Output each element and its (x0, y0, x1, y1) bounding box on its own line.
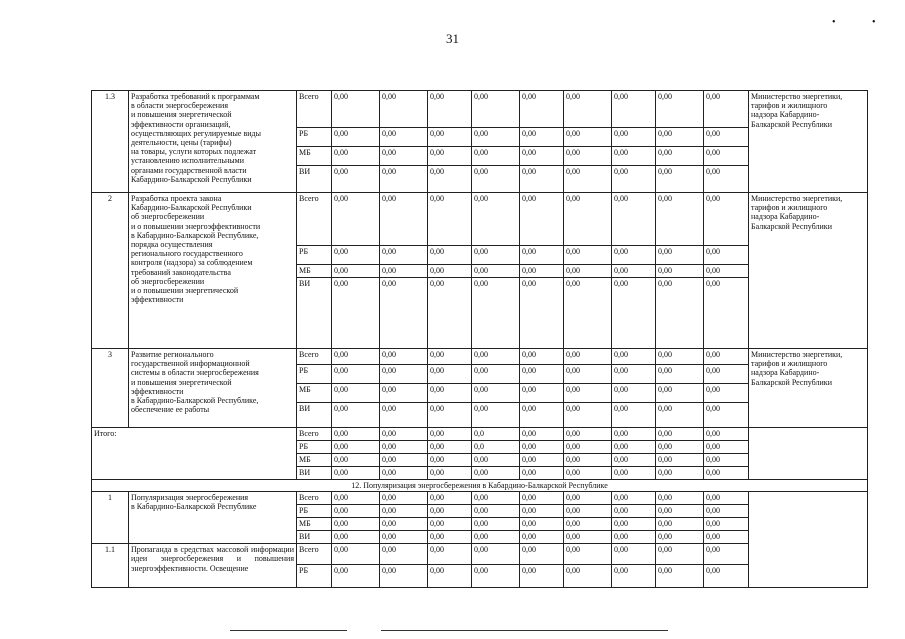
value-cell: 0,00 (380, 454, 428, 467)
value-cell: 0,00 (612, 349, 656, 365)
value-cell: 0,00 (472, 166, 520, 193)
value-cell: 0,00 (472, 246, 520, 265)
value-cell: 0,00 (564, 128, 612, 147)
value-cell: 0,00 (380, 91, 428, 128)
value-cell: 0,00 (612, 403, 656, 428)
value-cell: 0,00 (612, 454, 656, 467)
source-cell: ВИ (297, 403, 332, 428)
row-number: 3 (92, 349, 129, 428)
value-cell: 0,00 (704, 246, 749, 265)
value-cell: 0,00 (704, 384, 749, 403)
source-cell: МБ (297, 384, 332, 403)
value-cell: 0,00 (380, 531, 428, 544)
value-cell: 0,00 (564, 193, 612, 246)
value-cell: 0,00 (428, 193, 472, 246)
value-cell: 0,00 (520, 278, 564, 349)
value-cell: 0,00 (612, 518, 656, 531)
value-cell: 0,00 (332, 91, 380, 128)
value-cell: 0,00 (612, 265, 656, 278)
budget-table (91, 90, 868, 588)
source-cell: РБ (297, 365, 332, 384)
value-cell: 0,00 (520, 147, 564, 166)
value-cell: 0,00 (428, 278, 472, 349)
row-description: Развитие регионального государственной информационной системы в области энергосбережения и повышения энергетической эффективности в Кабардино-Балкарской Республике, обеспечение ее работы (129, 349, 297, 428)
value-cell: 0,00 (332, 193, 380, 246)
value-cell: 0,00 (380, 128, 428, 147)
source-cell: Всего (297, 544, 332, 565)
value-cell: 0,00 (428, 441, 472, 454)
value-cell: 0,00 (564, 349, 612, 365)
source-cell: МБ (297, 147, 332, 166)
value-cell: 0,00 (656, 518, 704, 531)
value-cell: 0,00 (428, 531, 472, 544)
value-cell: 0,00 (656, 365, 704, 384)
value-cell: 0,00 (520, 441, 564, 454)
value-cell: 0,00 (564, 492, 612, 505)
value-cell: 0,00 (428, 565, 472, 588)
value-cell: 0,00 (428, 428, 472, 441)
value-cell: 0,00 (704, 492, 749, 505)
table-row (92, 193, 868, 246)
value-cell: 0,00 (564, 166, 612, 193)
value-cell: 0,00 (704, 441, 749, 454)
empty-cell (749, 492, 868, 588)
value-cell: 0,00 (472, 565, 520, 588)
value-cell: 0,00 (380, 441, 428, 454)
row-number: 1.1 (92, 544, 129, 588)
value-cell: 0,00 (656, 147, 704, 166)
value-cell: 0,00 (704, 365, 749, 384)
footer-line (381, 630, 668, 631)
source-cell: МБ (297, 454, 332, 467)
value-cell: 0,00 (612, 505, 656, 518)
total-label: Итого: (92, 428, 297, 480)
source-cell: Всего (297, 193, 332, 246)
value-cell: 0,00 (704, 278, 749, 349)
value-cell: 0,00 (380, 246, 428, 265)
value-cell: 0,00 (704, 349, 749, 365)
value-cell: 0,00 (472, 278, 520, 349)
value-cell: 0,00 (564, 518, 612, 531)
source-cell: ВИ (297, 531, 332, 544)
value-cell: 0,00 (472, 193, 520, 246)
value-cell: 0,00 (332, 454, 380, 467)
value-cell: 0,00 (520, 349, 564, 365)
value-cell: 0,00 (704, 505, 749, 518)
value-cell: 0,00 (656, 403, 704, 428)
row-description: Разработка проекта закона Кабардино-Балкарской Республики об энергосбережении и о повышении энергоэффективности в Кабардино-Балкарской Республике, порядка осуществления регионального государственного контроля (надзора) за соблюдением требований законодательства об энергосбережении и о повышении энергетической эффективности (129, 193, 297, 349)
value-cell: 0,00 (612, 544, 656, 565)
value-cell: 0,00 (704, 544, 749, 565)
source-cell: РБ (297, 565, 332, 588)
scan-speck: • (832, 17, 836, 28)
value-cell: 0,00 (472, 454, 520, 467)
page-number: 31 (446, 31, 459, 46)
value-cell: 0,00 (656, 265, 704, 278)
value-cell: 0,00 (704, 193, 749, 246)
value-cell: 0,00 (428, 505, 472, 518)
value-cell: 0,00 (704, 166, 749, 193)
source-cell: ВИ (297, 166, 332, 193)
value-cell: 0,00 (612, 278, 656, 349)
value-cell: 0,00 (656, 505, 704, 518)
value-cell: 0,00 (520, 428, 564, 441)
value-cell: 0,00 (704, 128, 749, 147)
value-cell: 0,00 (380, 384, 428, 403)
value-cell: 0,00 (332, 531, 380, 544)
value-cell: 0,00 (428, 365, 472, 384)
value-cell: 0,00 (332, 246, 380, 265)
value-cell: 0,00 (332, 441, 380, 454)
source-cell: Всего (297, 492, 332, 505)
value-cell: 0,00 (428, 147, 472, 166)
value-cell: 0,00 (472, 544, 520, 565)
value-cell: 0,00 (520, 246, 564, 265)
value-cell: 0,00 (332, 505, 380, 518)
value-cell: 0,00 (520, 166, 564, 193)
value-cell: 0,00 (380, 518, 428, 531)
value-cell: 0,00 (428, 166, 472, 193)
row-description: Популяризация энергосбережения в Кабардино-Балкарской Республике (129, 492, 297, 544)
value-cell: 0,00 (520, 518, 564, 531)
value-cell: 0,00 (520, 384, 564, 403)
value-cell: 0,00 (428, 384, 472, 403)
source-cell: Всего (297, 349, 332, 365)
value-cell: 0,00 (612, 365, 656, 384)
value-cell: 0,00 (520, 492, 564, 505)
value-cell: 0,00 (612, 166, 656, 193)
value-cell: 0,00 (380, 278, 428, 349)
value-cell: 0,00 (520, 91, 564, 128)
value-cell: 0,00 (656, 492, 704, 505)
value-cell: 0,00 (656, 544, 704, 565)
value-cell: 0,00 (564, 428, 612, 441)
value-cell: 0,00 (612, 441, 656, 454)
value-cell: 0,00 (332, 365, 380, 384)
value-cell: 0,00 (472, 365, 520, 384)
responsible-org: Министерство энергетики, тарифов и жилищного надзора Кабардино- Балкарской Республики (749, 91, 868, 193)
value-cell: 0,00 (380, 193, 428, 246)
value-cell: 0,00 (564, 265, 612, 278)
value-cell: 0,00 (612, 193, 656, 246)
row-description: Разработка требований к программам в области энергосбережения и повышения энергетической эффективности организаций, осуществляющих регулируемые виды деятельности, цены (тарифы) на товары, услуги которых подлежат установлению исполнительными органами государственной власти Кабардино-Балкарской Республики (129, 91, 297, 193)
source-cell: РБ (297, 505, 332, 518)
value-cell: 0,00 (380, 565, 428, 588)
value-cell: 0,00 (472, 518, 520, 531)
row-description: Пропаганда в средствах массовой информации идеи энергосбережения и повышения энергоэффективности. Освещение (129, 544, 297, 588)
value-cell: 0,00 (472, 349, 520, 365)
value-cell: 0,00 (520, 454, 564, 467)
value-cell: 0,00 (472, 505, 520, 518)
source-cell: ВИ (297, 467, 332, 480)
value-cell: 0,00 (520, 544, 564, 565)
row-number: 1.3 (92, 91, 129, 193)
value-cell: 0,00 (332, 544, 380, 565)
value-cell: 0,00 (428, 246, 472, 265)
value-cell: 0,00 (428, 467, 472, 480)
value-cell: 0,00 (704, 403, 749, 428)
source-cell: Всего (297, 91, 332, 128)
value-cell: 0,00 (612, 147, 656, 166)
value-cell: 0,00 (520, 128, 564, 147)
value-cell: 0,00 (520, 565, 564, 588)
value-cell: 0,00 (332, 265, 380, 278)
value-cell: 0,00 (520, 467, 564, 480)
value-cell: 0,00 (380, 166, 428, 193)
value-cell: 0,00 (380, 147, 428, 166)
value-cell: 0,00 (564, 531, 612, 544)
value-cell: 0,00 (520, 265, 564, 278)
source-cell: РБ (297, 441, 332, 454)
value-cell: 0,00 (520, 193, 564, 246)
value-cell: 0,00 (564, 147, 612, 166)
value-cell: 0,00 (472, 403, 520, 428)
row-number: 2 (92, 193, 129, 349)
value-cell: 0,00 (704, 518, 749, 531)
value-cell: 0,00 (704, 91, 749, 128)
value-cell: 0,00 (656, 467, 704, 480)
empty-cell (749, 428, 868, 480)
value-cell: 0,00 (428, 349, 472, 365)
value-cell: 0,00 (380, 349, 428, 365)
source-cell: МБ (297, 265, 332, 278)
value-cell: 0,00 (428, 544, 472, 565)
value-cell: 0,00 (656, 441, 704, 454)
value-cell: 0,00 (612, 246, 656, 265)
value-cell: 0,00 (564, 441, 612, 454)
value-cell: 0,00 (332, 518, 380, 531)
value-cell: 0,00 (332, 403, 380, 428)
responsible-org: Министерство энергетики, тарифов и жилищного надзора Кабардино- Балкарской Республики (749, 349, 868, 428)
value-cell: 0,00 (564, 565, 612, 588)
row-number: 1 (92, 492, 129, 544)
value-cell: 0,00 (656, 193, 704, 246)
value-cell: 0,00 (520, 365, 564, 384)
value-cell: 0,00 (428, 518, 472, 531)
value-cell: 0,00 (656, 384, 704, 403)
value-cell: 0,00 (564, 544, 612, 565)
value-cell: 0,0 (472, 428, 520, 441)
value-cell: 0,00 (656, 428, 704, 441)
value-cell: 0,00 (564, 278, 612, 349)
scan-speck: • (872, 17, 876, 28)
value-cell: 0,00 (612, 565, 656, 588)
source-cell: Всего (297, 428, 332, 441)
section-title: 12. Популяризация энергосбережения в Кабардино-Балкарской Республике (92, 480, 868, 492)
value-cell: 0,00 (428, 265, 472, 278)
value-cell: 0,00 (380, 544, 428, 565)
table-row (92, 492, 868, 505)
value-cell: 0,00 (380, 492, 428, 505)
value-cell: 0,00 (472, 91, 520, 128)
value-cell: 0,00 (564, 403, 612, 428)
table-row (92, 428, 868, 441)
value-cell: 0,00 (332, 349, 380, 365)
value-cell: 0,00 (428, 91, 472, 128)
value-cell: 0,00 (564, 365, 612, 384)
value-cell: 0,00 (612, 428, 656, 441)
value-cell: 0,00 (612, 467, 656, 480)
value-cell: 0,00 (472, 531, 520, 544)
value-cell: 0,00 (520, 505, 564, 518)
section-row (92, 480, 868, 492)
value-cell: 0,00 (520, 403, 564, 428)
value-cell: 0,00 (380, 428, 428, 441)
value-cell: 0,00 (612, 384, 656, 403)
value-cell: 0,00 (656, 246, 704, 265)
value-cell: 0,00 (332, 278, 380, 349)
value-cell: 0,00 (332, 428, 380, 441)
value-cell: 0,00 (380, 265, 428, 278)
value-cell: 0,00 (380, 505, 428, 518)
value-cell: 0,00 (520, 531, 564, 544)
value-cell: 0,00 (704, 265, 749, 278)
value-cell: 0,00 (704, 467, 749, 480)
value-cell: 0,00 (564, 384, 612, 403)
value-cell: 0,00 (704, 428, 749, 441)
value-cell: 0,00 (656, 565, 704, 588)
source-cell: ВИ (297, 278, 332, 349)
value-cell: 0,00 (564, 454, 612, 467)
value-cell: 0,00 (612, 531, 656, 544)
value-cell: 0,00 (472, 467, 520, 480)
source-cell: РБ (297, 246, 332, 265)
value-cell: 0,00 (380, 365, 428, 384)
value-cell: 0,00 (472, 128, 520, 147)
value-cell: 0,00 (564, 505, 612, 518)
value-cell: 0,00 (332, 492, 380, 505)
value-cell: 0,0 (472, 441, 520, 454)
source-cell: РБ (297, 128, 332, 147)
value-cell: 0,00 (704, 147, 749, 166)
value-cell: 0,00 (332, 128, 380, 147)
value-cell: 0,00 (428, 128, 472, 147)
value-cell: 0,00 (612, 492, 656, 505)
value-cell: 0,00 (656, 531, 704, 544)
value-cell: 0,00 (380, 467, 428, 480)
value-cell: 0,00 (428, 492, 472, 505)
value-cell: 0,00 (656, 166, 704, 193)
value-cell: 0,00 (704, 565, 749, 588)
value-cell: 0,00 (656, 349, 704, 365)
value-cell: 0,00 (564, 91, 612, 128)
footer-line (230, 630, 347, 631)
table-row (92, 91, 868, 128)
value-cell: 0,00 (380, 403, 428, 428)
value-cell: 0,00 (656, 278, 704, 349)
value-cell: 0,00 (656, 91, 704, 128)
value-cell: 0,00 (612, 91, 656, 128)
value-cell: 0,00 (428, 454, 472, 467)
value-cell: 0,00 (612, 128, 656, 147)
value-cell: 0,00 (704, 531, 749, 544)
value-cell: 0,00 (656, 128, 704, 147)
value-cell: 0,00 (332, 384, 380, 403)
value-cell: 0,00 (332, 166, 380, 193)
value-cell: 0,00 (332, 467, 380, 480)
value-cell: 0,00 (564, 246, 612, 265)
value-cell: 0,00 (472, 492, 520, 505)
value-cell: 0,00 (472, 384, 520, 403)
source-cell: МБ (297, 518, 332, 531)
value-cell: 0,00 (332, 147, 380, 166)
value-cell: 0,00 (472, 265, 520, 278)
value-cell: 0,00 (704, 454, 749, 467)
value-cell: 0,00 (332, 565, 380, 588)
value-cell: 0,00 (428, 403, 472, 428)
responsible-org: Министерство энергетики, тарифов и жилищного надзора Кабардино- Балкарской Республики (749, 193, 868, 349)
value-cell: 0,00 (656, 454, 704, 467)
table-row (92, 349, 868, 365)
value-cell: 0,00 (472, 147, 520, 166)
value-cell: 0,00 (564, 467, 612, 480)
